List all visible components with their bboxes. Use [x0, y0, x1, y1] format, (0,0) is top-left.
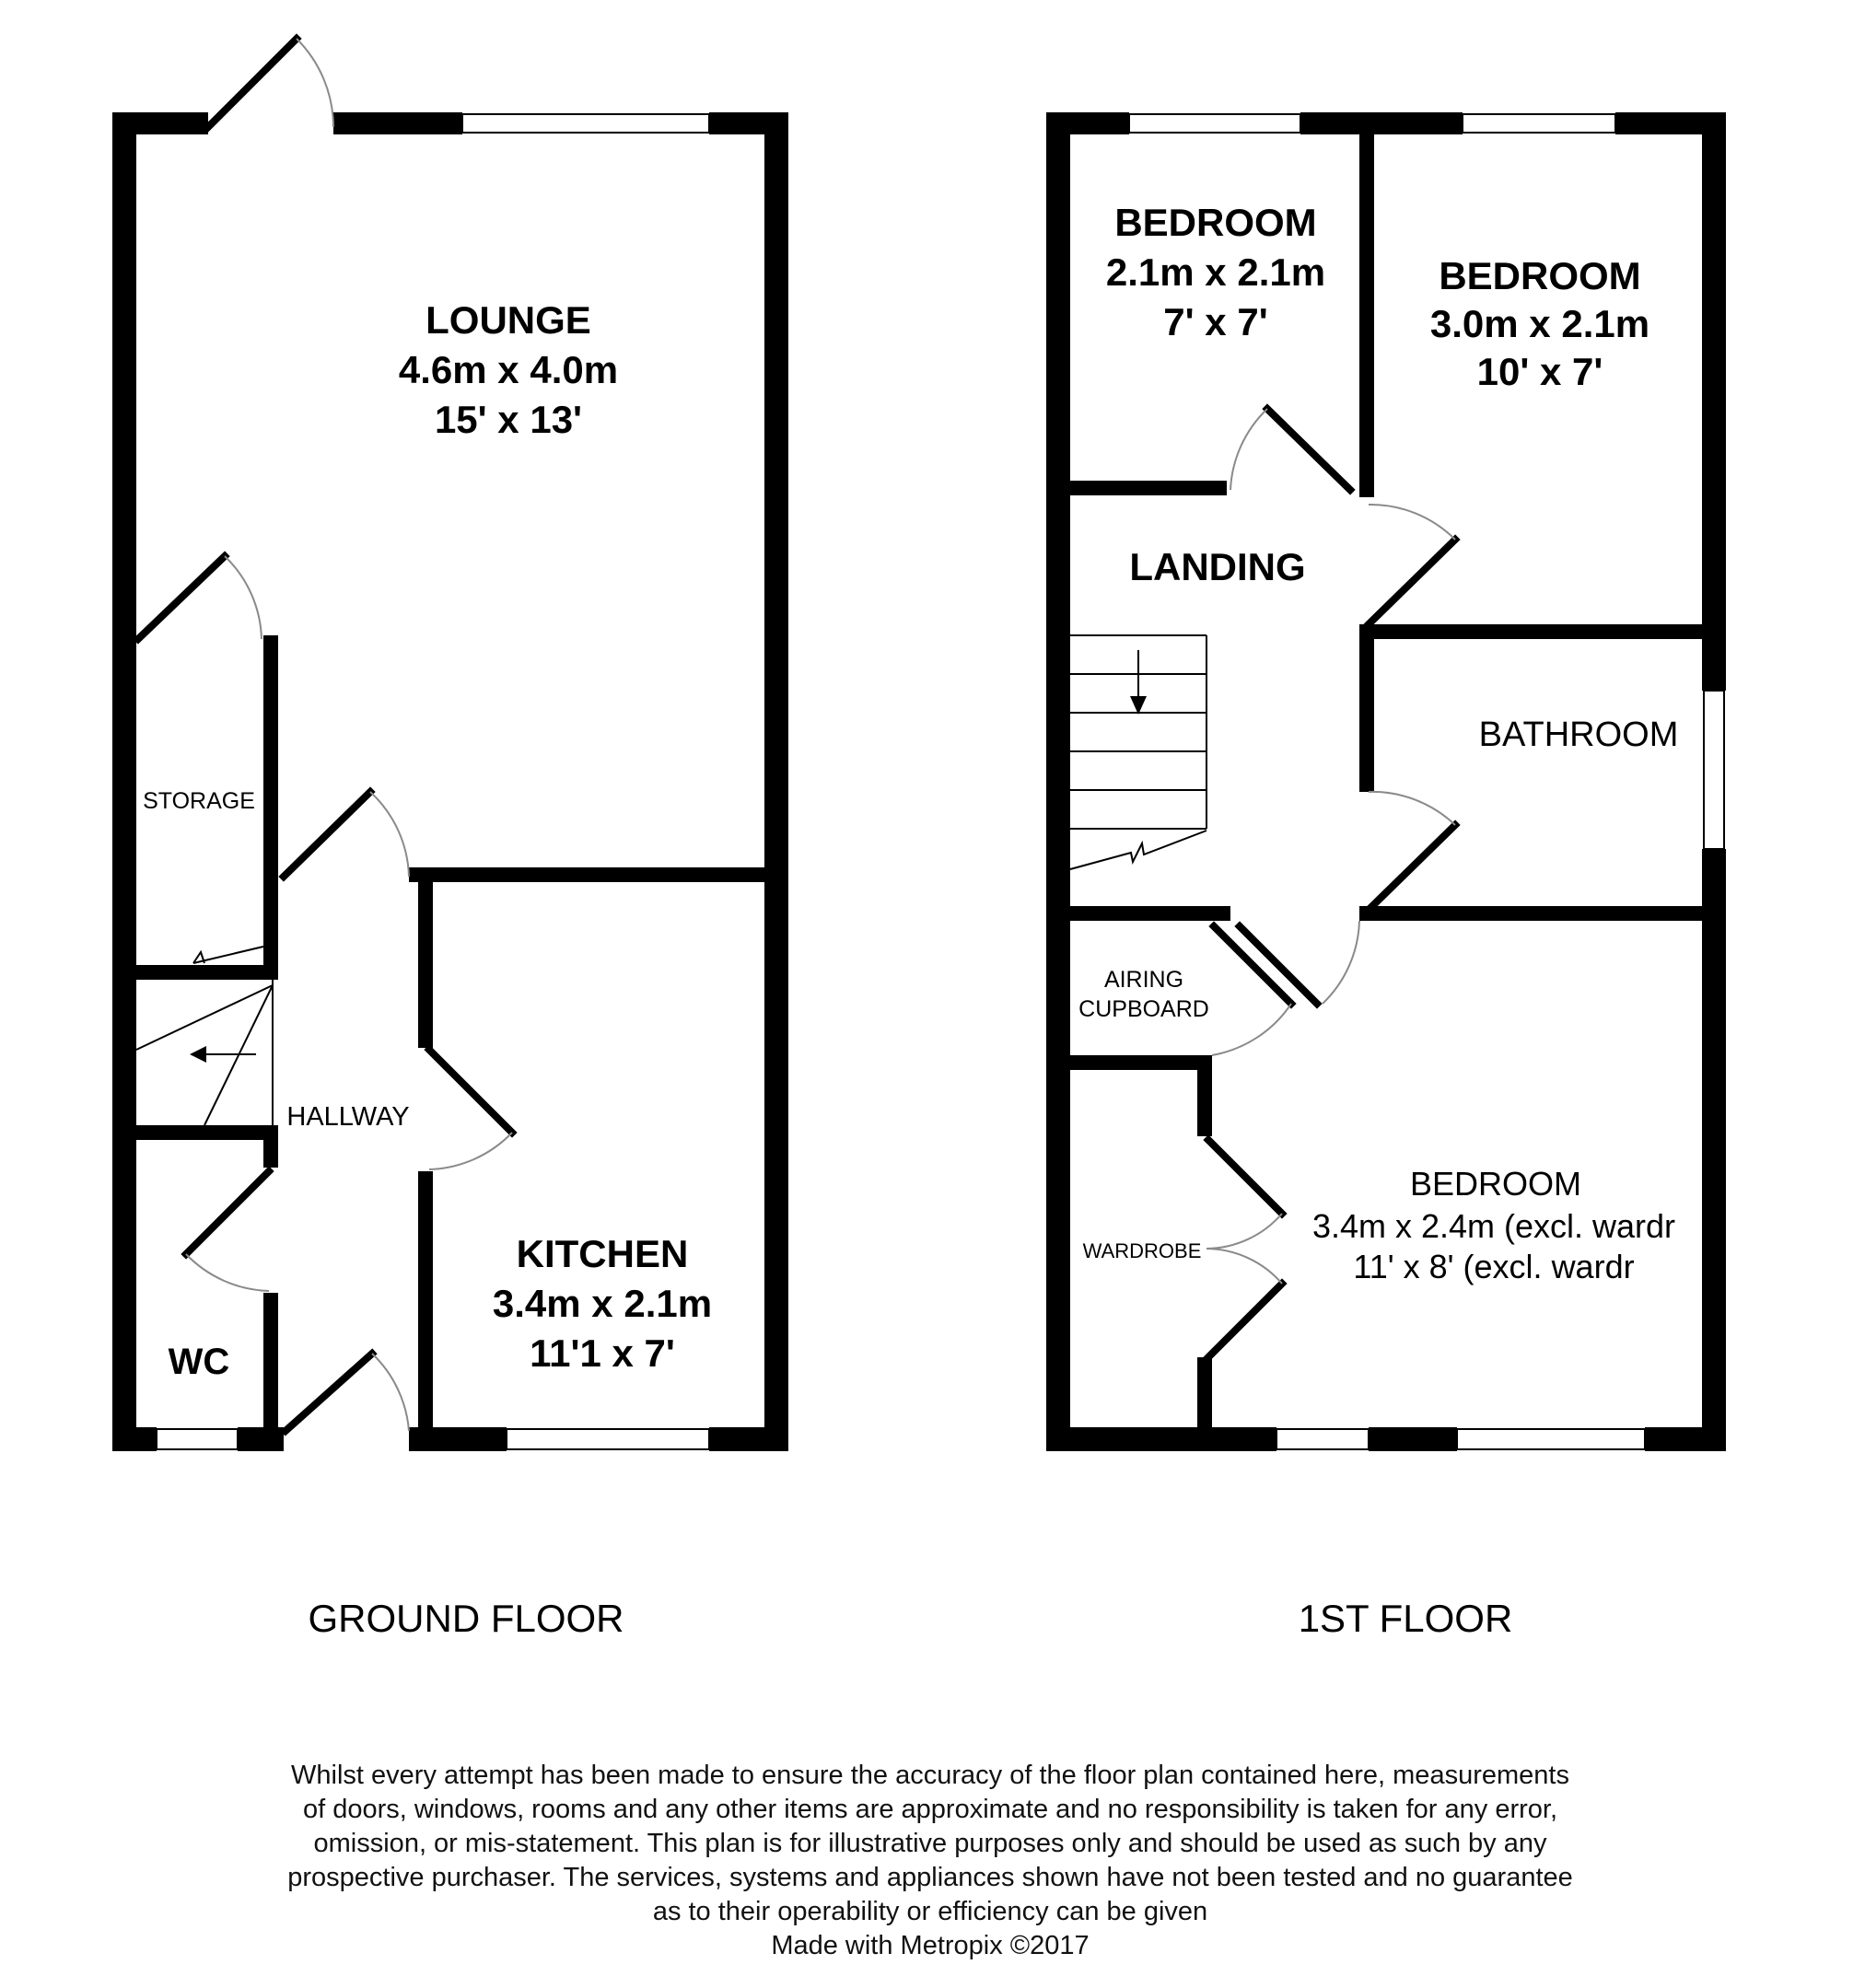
ff-wall-left [1046, 112, 1070, 1451]
gf-window-kitchen [507, 1429, 709, 1449]
ff-wall-bottom-right [1645, 1427, 1726, 1451]
gf-wall-storage-east [263, 635, 278, 884]
ff-door-wardrobe-bottom-swing [1206, 1249, 1282, 1284]
ff-door-bedroom-right-swing [1369, 505, 1455, 540]
gf-door-kitchen-leaf [429, 1050, 512, 1133]
wardrobe-label: WARDROBE [1082, 1239, 1202, 1262]
bedroom-right-metric: 3.0m x 2.1m [1429, 302, 1650, 345]
gf-door-lounge-swing [370, 792, 409, 877]
airing-label-2: CUPBOARD [1078, 996, 1209, 1022]
gf-wall-kitchen-west-top [418, 867, 433, 1048]
ff-door-bathroom-swing [1369, 792, 1455, 825]
ff-wall-bedroom-split [1359, 112, 1374, 497]
first-floor-plan [1046, 112, 1726, 1640]
gf-wall-wc-north [112, 1125, 278, 1140]
gf-door-storage-leaf [138, 556, 225, 639]
storage-label: STORAGE [143, 788, 255, 814]
ff-wall-right-bottom [1702, 849, 1726, 1451]
ff-wall-bottom-left [1046, 1427, 1276, 1451]
gf-wall-storage-south [112, 965, 278, 980]
wc-label: WC [168, 1342, 230, 1382]
ff-door-bathroom-leaf [1369, 825, 1455, 910]
ff-window-bedroom-right [1463, 114, 1615, 133]
gf-door-storage-swing [225, 556, 262, 639]
bedroom-small-imperial: 7' x 7' [1163, 300, 1268, 343]
ff-door-wardrobe-top-leaf [1208, 1140, 1282, 1214]
bedroom-main-imperial: 11' x 8' (excl. wardr [1353, 1248, 1635, 1285]
gf-door-hall-leaf [286, 1354, 372, 1431]
gf-door-kitchen-swing [429, 1133, 512, 1169]
gf-wall-kitchen-west-bottom [418, 1171, 433, 1438]
ground-floor-plan [112, 39, 788, 1640]
ff-wall-bath-west [1359, 624, 1374, 792]
gf-wall-bottom-right [709, 1427, 788, 1451]
ff-wall-airing-south [1046, 1055, 1212, 1070]
disclaimer [276, 1759, 1584, 1963]
ground-floor-title: GROUND FLOOR [308, 1597, 624, 1640]
disclaimer-line: Whilst every attempt has been made to ensure the accuracy of the floor plan contained here, measurements [291, 1761, 1569, 1790]
ff-door-bedroom-small-leaf [1267, 409, 1350, 490]
hallway-label: HALLWAY [286, 1102, 410, 1132]
bedroom-right-imperial: 10' x 7' [1476, 350, 1603, 393]
ff-wall-right-top [1702, 112, 1726, 691]
gf-wall-storage-east-low [263, 884, 278, 976]
disclaimer-line: omission, or mis-statement. This plan is for illustrative purposes only and should be used as such by any [313, 1829, 1547, 1858]
gf-wall-wc-east-bottom [263, 1293, 278, 1447]
ff-wall-bottom-mid [1369, 1427, 1457, 1451]
gf-door-hall-swing [372, 1354, 409, 1431]
disclaimer-line: as to their operability or efficiency can be given [652, 1897, 1208, 1926]
gf-wall-wc-east-top [263, 1125, 278, 1168]
bedroom-main-name: BEDROOM [1409, 1165, 1582, 1203]
lounge-imperial: 15' x 13' [434, 398, 583, 441]
kitchen-metric: 3.4m x 2.1m [492, 1282, 713, 1325]
ff-wall-bedroom-small-south [1046, 481, 1227, 495]
gf-door-lounge-leaf [284, 792, 370, 877]
ff-window-bathroom [1704, 691, 1724, 849]
ff-wall-top-mid [1300, 112, 1463, 134]
kitchen-imperial: 11'1 x 7' [530, 1331, 675, 1375]
ff-door-bedroom-main-swing [1323, 921, 1359, 1004]
ff-wall-landing-south [1046, 906, 1230, 921]
ff-door-bedroom-small-swing [1230, 409, 1267, 490]
ff-window-bedroom-small [1129, 114, 1300, 133]
gf-door-wc-leaf [186, 1171, 269, 1254]
lounge-metric: 4.6m x 4.0m [398, 348, 619, 391]
ff-wall-wardrobe-east-bottom [1197, 1357, 1212, 1447]
ff-door-wardrobe-bottom-leaf [1208, 1284, 1282, 1357]
copyright-line: Made with Metropix ©2017 [771, 1931, 1090, 1960]
bedroom-small-name: BEDROOM [1114, 201, 1317, 244]
gf-door-front-leaf [208, 39, 297, 127]
gf-door-front-swing [297, 39, 333, 127]
gf-wall-bottom-left [112, 1427, 157, 1451]
gf-window-lounge [462, 114, 709, 133]
ff-wall-wardrobe-east-top [1197, 1055, 1212, 1136]
gf-wall-lounge-kitchen [409, 867, 788, 882]
gf-wall-top-mid [333, 112, 462, 134]
bedroom-right-name: BEDROOM [1439, 254, 1641, 297]
ff-wall-bath-south [1359, 906, 1726, 921]
gf-stair-arrow-head [190, 1046, 206, 1063]
bedroom-small-metric: 2.1m x 2.1m [1105, 250, 1326, 294]
ff-door-wardrobe-top-swing [1206, 1214, 1282, 1249]
bedroom-main-metric: 3.4m x 2.4m (excl. wardr [1311, 1207, 1676, 1245]
bathroom-label: BATHROOM [1478, 715, 1679, 754]
gf-window-wc [157, 1429, 238, 1449]
ff-door-bedroom-right-leaf [1369, 540, 1455, 624]
lounge-name: LOUNGE [425, 298, 591, 342]
ff-window-bedroom-main-1 [1276, 1429, 1369, 1449]
airing-label-1: AIRING [1103, 967, 1184, 993]
disclaimer-line: of doors, windows, rooms and any other items are approximate and no responsibility is taken for any error, [302, 1795, 1558, 1824]
gf-stair-line-1 [136, 985, 273, 1050]
ff-wall-bath-north [1359, 624, 1726, 639]
ff-window-bedroom-main-2 [1457, 1429, 1645, 1449]
ff-staircase [1070, 635, 1206, 869]
gf-door-wc-swing [186, 1254, 269, 1291]
landing-label: LANDING [1129, 545, 1306, 588]
gf-wall-right [764, 112, 788, 1451]
ff-door-airing-swing [1212, 1004, 1291, 1055]
first-floor-title: 1ST FLOOR [1298, 1597, 1513, 1640]
kitchen-name: KITCHEN [516, 1232, 689, 1275]
disclaimer-line: prospective purchaser. The services, systems and appliances shown have not been tested and no guarantee [287, 1863, 1573, 1892]
gf-wall-left [112, 112, 136, 1451]
